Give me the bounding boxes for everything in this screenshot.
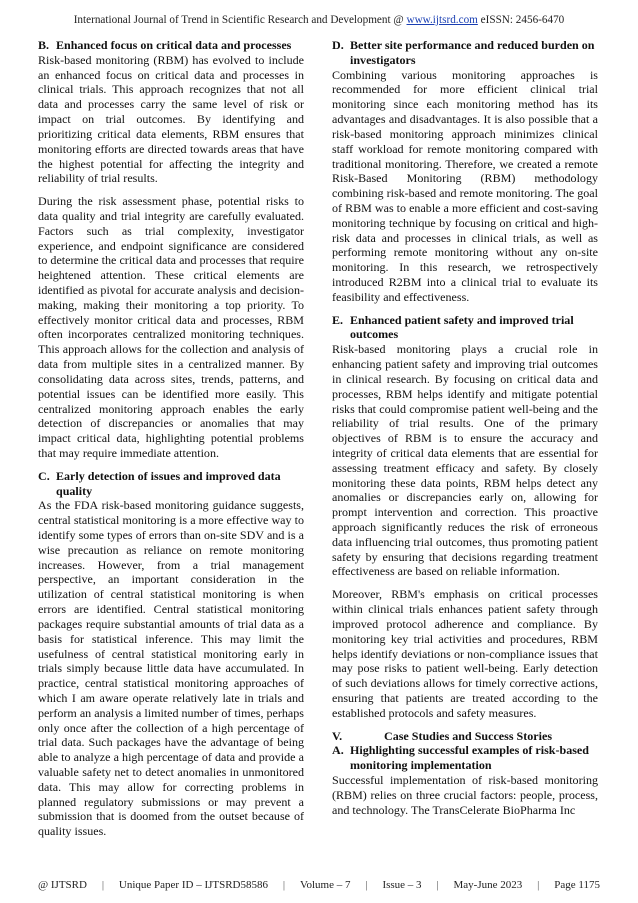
- section-d-heading: D. Better site performance and reduced burden on investigators: [332, 38, 595, 67]
- running-header: [0, 14, 638, 26]
- section-a-heading: A. Highlighting successful examples of risk-based monitoring implementation: [332, 743, 589, 773]
- section-b-heading: B. Enhanced focus on critical data and processes: [38, 38, 292, 52]
- footer-date: May-June 2023: [453, 879, 523, 891]
- section-b-paragraph-1: Risk-based monitoring (RBM) has evolved to include an enhanced focus on critical data and processes in clinical trials. This approach recognizes that not all data and processes carry the same level of risk or impact on trial outcomes. By identifying and prioritizing critical data elements, RBM ensures that monitoring efforts are directed towards areas that have the highest potential for affecting the integrity and reliability of trial results.: [38, 52, 304, 186]
- journal-url-link[interactable]: www.ijtsrd.com: [406, 14, 478, 26]
- section-a-paragraph-1: Successful implementation of risk-based monitoring (RBM) relies on three crucial factors: people, process, and technology. The TransCelerate BioPharma Inc: [332, 773, 598, 817]
- footer-divider: |: [365, 879, 368, 891]
- footer-divider: |: [282, 879, 286, 891]
- footer-divider: |: [436, 879, 439, 891]
- section-e-heading: E. Enhanced patient safety and improved trial outcomes: [332, 312, 574, 342]
- footer-divider: |: [101, 879, 105, 891]
- section-c-heading: C. Early detection of issues and improved data quality: [38, 468, 281, 498]
- section-v-heading: V. Case Studies and Success Stories: [332, 728, 553, 743]
- left-column: [38, 38, 304, 847]
- footer-volume: Volume – 7: [299, 879, 351, 891]
- footer-page-number: Page 1175: [554, 879, 600, 891]
- journal-name: International Journal of Trend in Scientific Research and Development @: [73, 14, 404, 26]
- footer-journal: @ IJTSRD: [38, 879, 87, 891]
- issn: eISSN: 2456-6470: [480, 14, 565, 26]
- section-c-paragraph-1: As the FDA risk-based monitoring guidance suggests, central statistical monitoring is a more effective way to identify some types of errors than on-site SDV and is a wise precaution as reliance on remote monitoring increases. However, from a trial management perspective, an important consideration in the utilization of central statistical monitoring is when errors are identified. Central statistical monitoring packages require substantial amounts of trial data as a basis for statistical inference. This may limit the usefulness of central statistical monitoring early in trials simply because little data have accumulated. In practice, central statistical monitoring approaches of which I am aware operate relatively late in trials and perform an analysis a limited number of times, perhaps only once after the collection of a high percentage of trial data. Such packages have the advantage of being able to analyze a high percentage of data and provide a valuable safety net to detect anomalies in unmonitored data. This may allow for correcting problems in planned regulatory submissions or may prevent a submission that is doomed from the outset because of quality issues.: [38, 498, 304, 839]
- section-b-paragraph-2: During the risk assessment phase, potential risks to data quality and trial integrity are carefully evaluated. Factors such as trial complexity, investigator experience, and endpoint significance are considered to determine the critical data and processes that require heightened attention. These critical elements are identified as pivotal for accurate analysis and decision-making, making their monitoring a top priority. To effectively monitor critical data and processes, RBM often incorporates centralized monitoring techniques. This approach allows for the collection and analysis of data from multiple sites in a centralized manner. By consolidating data across sites, trends, patterns, and potential issues can be identified more easily. This centralized monitoring approach enables the early detection of discrepancies or anomalies that may impact critical data, highlighting potential problems that may require immediate attention.: [38, 194, 304, 460]
- section-d-paragraph-1: Combining various monitoring approaches is recommended for more efficient clinical trial monitoring since each monitoring method has its advantages and disadvantages. It is also possible that a risk-based monitoring approach minimizes clinical staff workload for remote monitoring compared with traditional monitoring. Therefore, we created a remote Risk-Based Monitoring (RBM) methodology combining risk-based and remote monitoring. The goal of RBM was to enable a more efficient and cost-saving monitoring technique by focusing on critical and high-risk data and processes in clinical trials, as well as performing remote monitoring without any on-site monitoring. In this research, we retrospectively introduced R2BM into a clinical trial to evaluate its feasibility and effectiveness.: [332, 67, 598, 304]
- right-column: [332, 38, 598, 825]
- footer-divider: |: [537, 879, 540, 891]
- section-e-paragraph-2: Moreover, RBM's emphasis on critical processes within clinical trials enhances patient safety through improved protocol adherence and compliance. By monitoring key trial activities and procedures, RBM helps identify deviations or non-compliance issues that may pose risks to patient well-being. Early detection of such deviations allows for timely corrective actions, ensuring that patients are treated according to the established protocols and safety measures.: [332, 587, 598, 720]
- footer-paper-id: Unique Paper ID – IJTSRD58586: [118, 879, 269, 891]
- running-footer: [38, 879, 600, 891]
- footer-issue: Issue – 3: [382, 879, 422, 891]
- section-e-paragraph-1: Risk-based monitoring plays a crucial role in enhancing patient safety and improving trial outcomes in clinical research. By focusing on critical data and processes, RBM helps identify and mitigate potential risks that could compromise patient well-being and the reliability of trial results. One of the primary objectives of RBM is to ensure the accuracy and integrity of critical data elements that are essential for assessing treatment efficacy and safety. By closely monitoring these data points, RBM helps detect any anomalies or discrepancies early on, allowing for prompt intervention and correction. This proactive approach significantly reduces the risk of erroneous data influencing trial outcomes, thus promoting patient safety by ensuring that decisions regarding treatment effectiveness are based on reliable information.: [332, 342, 598, 579]
